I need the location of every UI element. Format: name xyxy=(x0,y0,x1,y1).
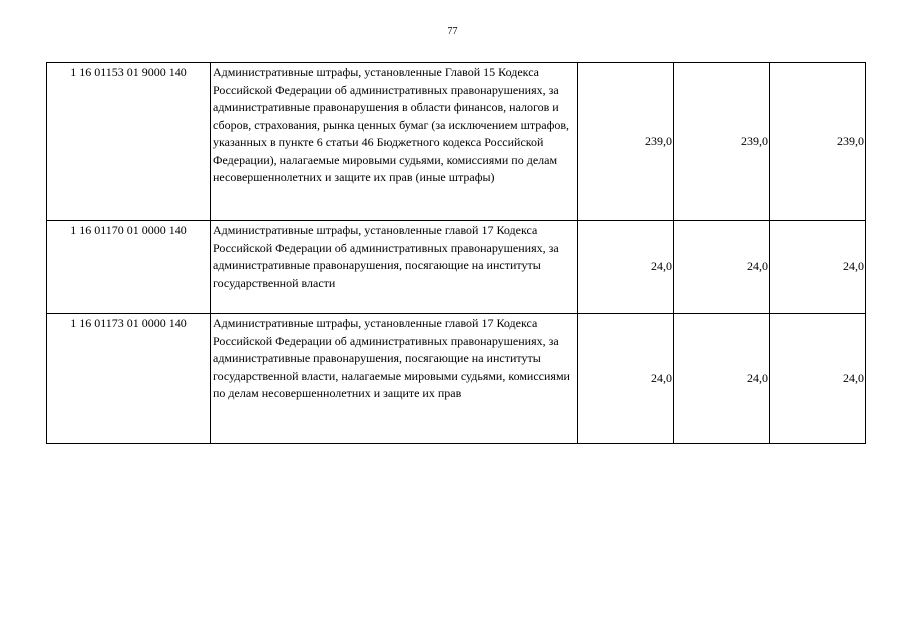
budget-code: 1 16 01153 01 9000 140 xyxy=(47,63,211,221)
budget-code: 1 16 01173 01 0000 140 xyxy=(47,314,211,444)
amount-year-1: 24,0 xyxy=(578,314,674,444)
amount-year-3: 24,0 xyxy=(770,314,866,444)
amount-year-2: 239,0 xyxy=(674,63,770,221)
amount-year-1: 24,0 xyxy=(578,221,674,314)
page-number: 77 xyxy=(447,26,458,37)
revenue-name: Административные штрафы, установленные главой 17 Кодекса Российской Федерации об административных правонарушениях, за административные правонарушения, посягающие на институты государственной власти, налагаемые мировыми судьями, комиссиями по делам несовершеннолетних и защите их прав xyxy=(211,314,578,444)
amount-year-2: 24,0 xyxy=(674,314,770,444)
amount-year-3: 24,0 xyxy=(770,221,866,314)
amount-year-1: 239,0 xyxy=(578,63,674,221)
revenue-name: Административные штрафы, установленные главой 17 Кодекса Российской Федерации об административных правонарушениях, за административные правонарушения, посягающие на институты государственной власти xyxy=(211,221,578,314)
table-row xyxy=(47,221,866,314)
revenue-name: Административные штрафы, установленные Главой 15 Кодекса Российской Федерации об административных правонарушениях, за административные правонарушения в области финансов, налогов и сборов, страхования, рынка ценных бумаг (за исключением штрафов, указанных в пункте 6 статьи 46 Бюджетного кодекса Российской Федерации), налагаемые мировыми судьями, комиссиями по делам несовершеннолетних и защите их прав (иные штрафы) xyxy=(211,63,578,221)
amount-year-3: 239,0 xyxy=(770,63,866,221)
amount-year-2: 24,0 xyxy=(674,221,770,314)
budget-table xyxy=(46,62,866,444)
table-row xyxy=(47,63,866,221)
budget-code: 1 16 01170 01 0000 140 xyxy=(47,221,211,314)
table-row xyxy=(47,314,866,444)
